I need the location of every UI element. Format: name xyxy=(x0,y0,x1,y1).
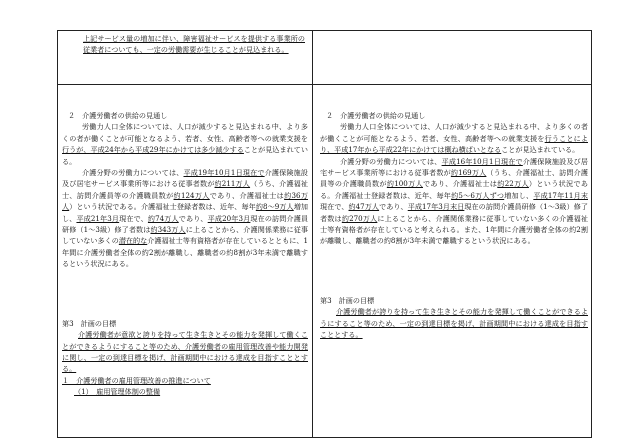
left-sec3-heading: 第3 計画の目標 xyxy=(62,318,117,328)
left-sec3-text: 介護労働者が意欲と誇りを持って生き生きとその能力を発揮して働くことができるようにすること等のため、介護労働者の雇用管理改善や能力開発に関し、一定の到達目標を掲げ、計画期間中における達成を目指すこととする。 xyxy=(62,330,308,374)
right-main-cell xyxy=(320,110,588,435)
right-sec3-text: 介護労働者が誇りを持って生き生きとその能力を発揮して働くことができるようにすること等のため、一定の到達目標を掲げ、計画期間中における達成を目指すこととする。 xyxy=(320,307,588,340)
right-sec3-heading: 第3 計画の目標 xyxy=(320,295,375,305)
left-subsection-1-1: （1） 雇用管理体制の整備 xyxy=(74,387,161,397)
left-top-cell xyxy=(83,33,305,83)
comparison-table xyxy=(57,30,592,438)
left-sec2-heading: ２ 介護労働者の供給の見通し xyxy=(68,111,168,120)
left-sec2-paragraph-2: 介護分野の労働力については、平成19年10月1日現在で介護保険施設及び居宅サービス事業所等における従事者数が約211万人（うち、介護福祉士、訪問介護員等の介護職員数が約124万人であり、介護福祉士は約36万人）という状況である。介護福祉士登録者数は、近年、毎年約8～9万人増加し、平成21年3月現在で、約74万人であり、平成20年3月現在の訪問介護員研修（1～3級）修了者数は約343万人に上ることから、介護関係業務に従事していない多くの潜在的な介護福祉士等有資格者が存在しているとともに、1年間に介護労働者全体の約2割が離職し、離職者の約8割が3年未満で離職するという状況にある。 xyxy=(62,168,308,269)
right-sec2-heading: ２ 介護労働者の供給の見通し xyxy=(326,111,426,120)
right-sec2-paragraph-2: 介護分野の労働力については、平成16年10月1日現在で介護保険施設及び居宅サービス事業所等における従事者数が約169万人（うち、介護福祉士、訪問介護員等の介護職員数が約100万人であり、介護福祉士は約22万人）という状況である。介護福祉士登録者数は、近年、毎年約5～6万人ずつ増加し、平成17年11月末現在で、約47万人であり、平成17年3月末日現在の訪問介護員研修（1～3級）修了者数は約270万人に上ることから、介護関係業務に従事していない多くの介護福祉士等有資格者が存在していると考えられる。また、1年間に介護労働者全体の約2割が離職し、離職者の約8割が3年未満で離職するという状況にある。 xyxy=(320,156,588,246)
right-sec2-paragraph-1: 労働力人口全体については、人口が減少すると見込まれる中、より多くの者が働くことが可能となるよう、若者、女性、高齢者等への就業支援を行うことにより、平成17年から平成22年にかけては概ね横ばいとなることが見込まれている。 xyxy=(320,122,588,155)
row-divider xyxy=(58,84,591,85)
left-top-text: 上記サービス量の増加に伴い、障害福祉サービスを提供する事業所の従業者についても、一定の労働需要が生じることが見込まれる。 xyxy=(83,34,305,55)
left-main-cell xyxy=(62,110,308,435)
column-divider xyxy=(312,31,313,437)
left-subsection-1: １ 介護労働者の雇用管理改善の推進について xyxy=(62,375,211,385)
left-sec2-paragraph-1: 労働力人口全体については、人口が減少すると見込まれる中、より多くの者が働くことが可能となるよう、若者、女性、高齢者等への就業支援を行うが、平成24年から平成29年にかけては多少減少することが見込まれている。 xyxy=(62,122,308,166)
